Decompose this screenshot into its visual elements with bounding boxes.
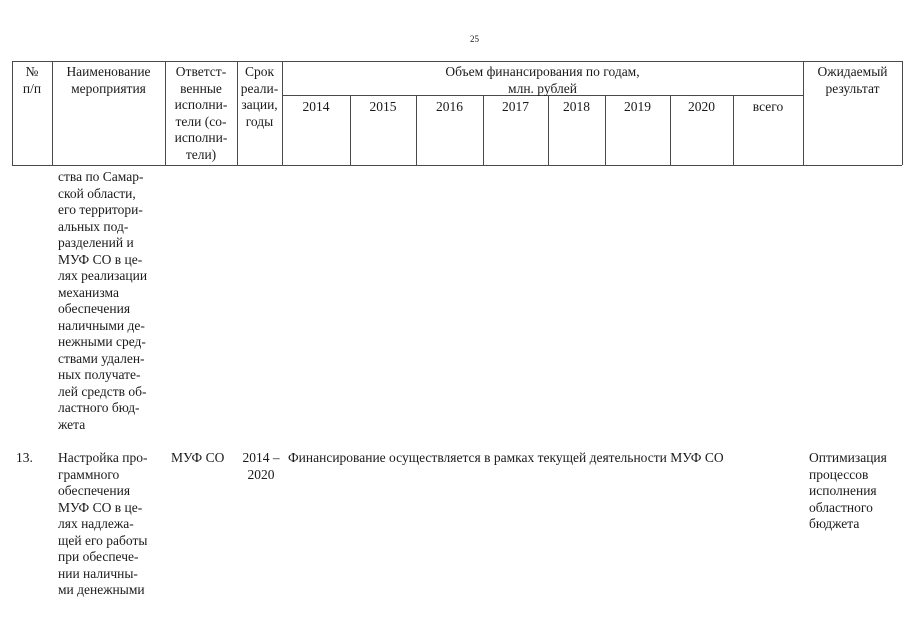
description-line: нии наличны-: [58, 565, 138, 581]
row-term-line: 2020: [247, 466, 275, 482]
description-line: обеспечения: [58, 301, 131, 316]
row-result-line: процессов: [809, 466, 869, 482]
header-name-line: мероприятия: [71, 80, 146, 96]
row-result-line: областного: [809, 499, 873, 515]
header-year-2018: 2018: [563, 99, 590, 114]
description-line: жета: [58, 416, 86, 432]
header-name: [52, 64, 165, 97]
row-financing: Финансирование осуществляется в рамках текущей деятельности МУФ СО: [288, 450, 724, 465]
row-result-line: бюджета: [809, 516, 860, 531]
row-result-line: исполнения: [809, 483, 877, 498]
description-line: щей его работы: [58, 532, 148, 548]
description-line: при обеспече-: [58, 549, 139, 564]
col-rule: [902, 61, 903, 165]
continuation-description: [58, 169, 161, 433]
header-top-rule: [12, 61, 902, 62]
row-description: [58, 450, 161, 599]
header-year-2016: 2016: [436, 99, 463, 114]
description-line: нежными сред-: [58, 334, 146, 349]
description-line: ства по Самар-: [58, 169, 144, 184]
header-result-line: результат: [825, 80, 880, 96]
header-term-line: годы: [245, 113, 274, 129]
description-line: граммного: [58, 466, 120, 482]
description-line: ской области,: [58, 185, 136, 201]
description-line: Настройка про-: [58, 450, 148, 465]
header-financing-line: млн. рублей: [508, 80, 577, 96]
header-bottom-rule: [12, 165, 902, 166]
header-term: [237, 64, 282, 130]
description-line: ми денежными: [58, 582, 145, 597]
description-line: механизма: [58, 284, 119, 300]
header-term-line: зации,: [241, 97, 278, 112]
row-responsible: МУФ СО: [171, 450, 225, 465]
header-responsible-line: исполни-: [174, 97, 228, 112]
page-number: 25: [470, 34, 479, 44]
header-result-line: Ожидаемый: [817, 64, 888, 79]
header-num: [12, 64, 52, 97]
header-responsible-line: Ответст-: [175, 64, 227, 79]
description-line: лях реализации: [58, 268, 148, 283]
header-num-line: п/п: [22, 80, 42, 96]
description-line: разделений и: [58, 235, 134, 250]
description-line: ных получате-: [58, 367, 141, 382]
description-line: обеспечения: [58, 483, 131, 498]
header-year-2017: 2017: [502, 99, 529, 114]
header-year-2020: 2020: [688, 99, 715, 114]
header-responsible: [165, 64, 237, 163]
description-line: ластного бюд-: [58, 400, 140, 415]
description-line: лях надлежа-: [58, 516, 134, 531]
header-financing-line: Объем финансирования по годам,: [445, 64, 640, 79]
header-responsible-line: исполни-: [174, 130, 228, 145]
header-year-2015: 2015: [369, 99, 397, 114]
row-result-line: Оптимизация: [809, 450, 887, 465]
header-responsible-line: венные: [180, 80, 222, 96]
row-term-line: 2014 –: [242, 450, 280, 465]
description-line: ствами удален-: [58, 350, 145, 366]
row-number: 13.: [16, 450, 33, 465]
description-line: лей средств об-: [58, 383, 147, 399]
description-line: альных под-: [58, 218, 129, 234]
header-term-line: Срок: [244, 64, 275, 79]
description-line: его территори-: [58, 202, 143, 217]
header-year-2014: 2014: [302, 99, 330, 114]
header-responsible-line: тели (со-: [175, 113, 227, 129]
header-financing: [282, 64, 803, 97]
row-result: [809, 450, 903, 533]
header-result: [803, 64, 902, 97]
header-term-line: реали-: [240, 80, 279, 96]
header-name-line: Наименование: [66, 64, 151, 79]
header-responsible-line: тели): [185, 146, 217, 162]
description-line: МУФ СО в це-: [58, 499, 143, 515]
header-num-line: №: [25, 64, 39, 79]
row-term: [238, 450, 284, 483]
header-year-total: всего: [752, 99, 784, 114]
header-year-2019: 2019: [624, 99, 651, 114]
description-line: наличными де-: [58, 317, 145, 333]
description-line: МУФ СО в це-: [58, 251, 143, 267]
